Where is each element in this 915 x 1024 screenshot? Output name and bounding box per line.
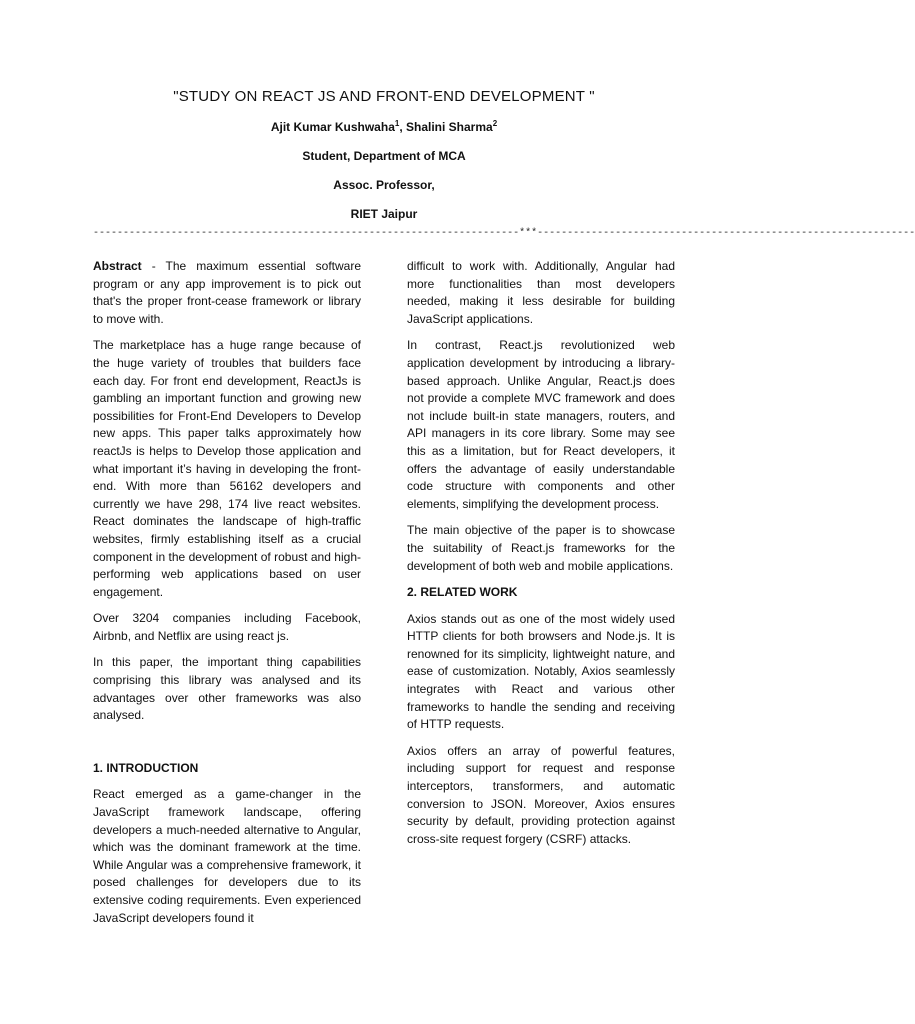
- body-paragraph: Over 3204 companies including Facebook, Airbnb, and Netflix are using react js.: [93, 611, 361, 643]
- institute: RIET Jaipur: [350, 207, 418, 221]
- body-paragraph: In contrast, React.js revolutionized web application development by introducing a library-based approach. Unlike Angular, React.js does not provide a complete MVC framework and does not include built-in state managers, routers, and API managers in its core library. Some may see this as a limitation, but for React developers, it offers the advantage of easily understandable code structure with components and other elements, simplifying the development process.: [407, 338, 675, 511]
- related-work-paragraph: Axios offers an array of powerful features, including support for request and response interceptors, transformers, and automatic conversion to JSON. Moreover, Axios ensures security by default, providing protection against cross-site request forgery (CSRF) attacks.: [407, 743, 675, 846]
- paper-header: [0, 88, 768, 236]
- affiliation-2: Assoc. Professor,: [333, 178, 435, 192]
- section-divider: -----------------------------------------------------------------------***---------------------------------------------------------------: [93, 228, 915, 239]
- abstract-paragraph: [93, 258, 361, 328]
- abstract-text: - The maximum essential software program or any app improvement is to pick out that's the proper front-cease framework or library to move with.: [93, 259, 361, 326]
- affiliation-1: Student, Department of MCA: [302, 149, 466, 163]
- author-1: Ajit Kumar Kushwaha: [270, 120, 395, 134]
- body-paragraph: The marketplace has a huge range because of the huge variety of troubles that builders face each day. For front end development, ReactJs is gambling an important function and growing new possibilities for Front-End Developers to Develop new apps. This paper talks approximately how reactJs is helps to Develop those application and what important it’s having in developing the front-end. With more than 56162 developers and currently we have 298, 174 live react websites. React dominates the landscape of high-traffic websites, firmly establishing itself as a crucial component in the development of robust and high-performing web applications based on user engagement.: [93, 338, 361, 599]
- author-2: Shalini Sharma: [406, 120, 493, 134]
- right-column: [407, 258, 675, 857]
- body-paragraph: difficult to work with. Additionally, Angular had more functionalities than most developers needed, making it less desirable for building JavaScript applications.: [407, 259, 675, 326]
- body-paragraph: In this paper, the important thing capabilities comprising this library was analysed and its advantages over other frameworks was also analysed.: [93, 655, 361, 723]
- author-separator: ,: [399, 120, 406, 134]
- introduction-paragraph: React emerged as a game-changer in the JavaScript framework landscape, offering developers a much-needed alternative to Angular, which was the dominant framework at the time. While Angular was a comprehensive framework, it posed challenges for developers due to its extensive coding requirements. Even experienced JavaScript developers found it: [93, 787, 361, 925]
- body-paragraph: The main objective of the paper is to showcase the suitability of React.js frameworks for the development of both web and mobile applications.: [407, 523, 675, 573]
- related-work-paragraph: Axios stands out as one of the most widely used HTTP clients for both browsers and Node.js. It is renowned for its simplicity, lightweight nature, and ease of customization. Notably, Axios seamlessly integrates with React and various other frameworks to handle the sending and receiving of HTTP requests.: [407, 611, 675, 732]
- author-line: [0, 119, 768, 134]
- abstract-label: Abstract: [93, 259, 142, 273]
- author-1-marker: 1: [394, 119, 400, 128]
- related-work-heading: 2. RELATED WORK: [407, 585, 518, 600]
- author-2-marker: 2: [492, 119, 498, 128]
- paper-title: "STUDY ON REACT JS AND FRONT-END DEVELOPMENT ": [173, 88, 595, 105]
- left-column: [93, 258, 361, 936]
- introduction-heading: 1. INTRODUCTION: [93, 760, 199, 775]
- spacer: [93, 734, 361, 760]
